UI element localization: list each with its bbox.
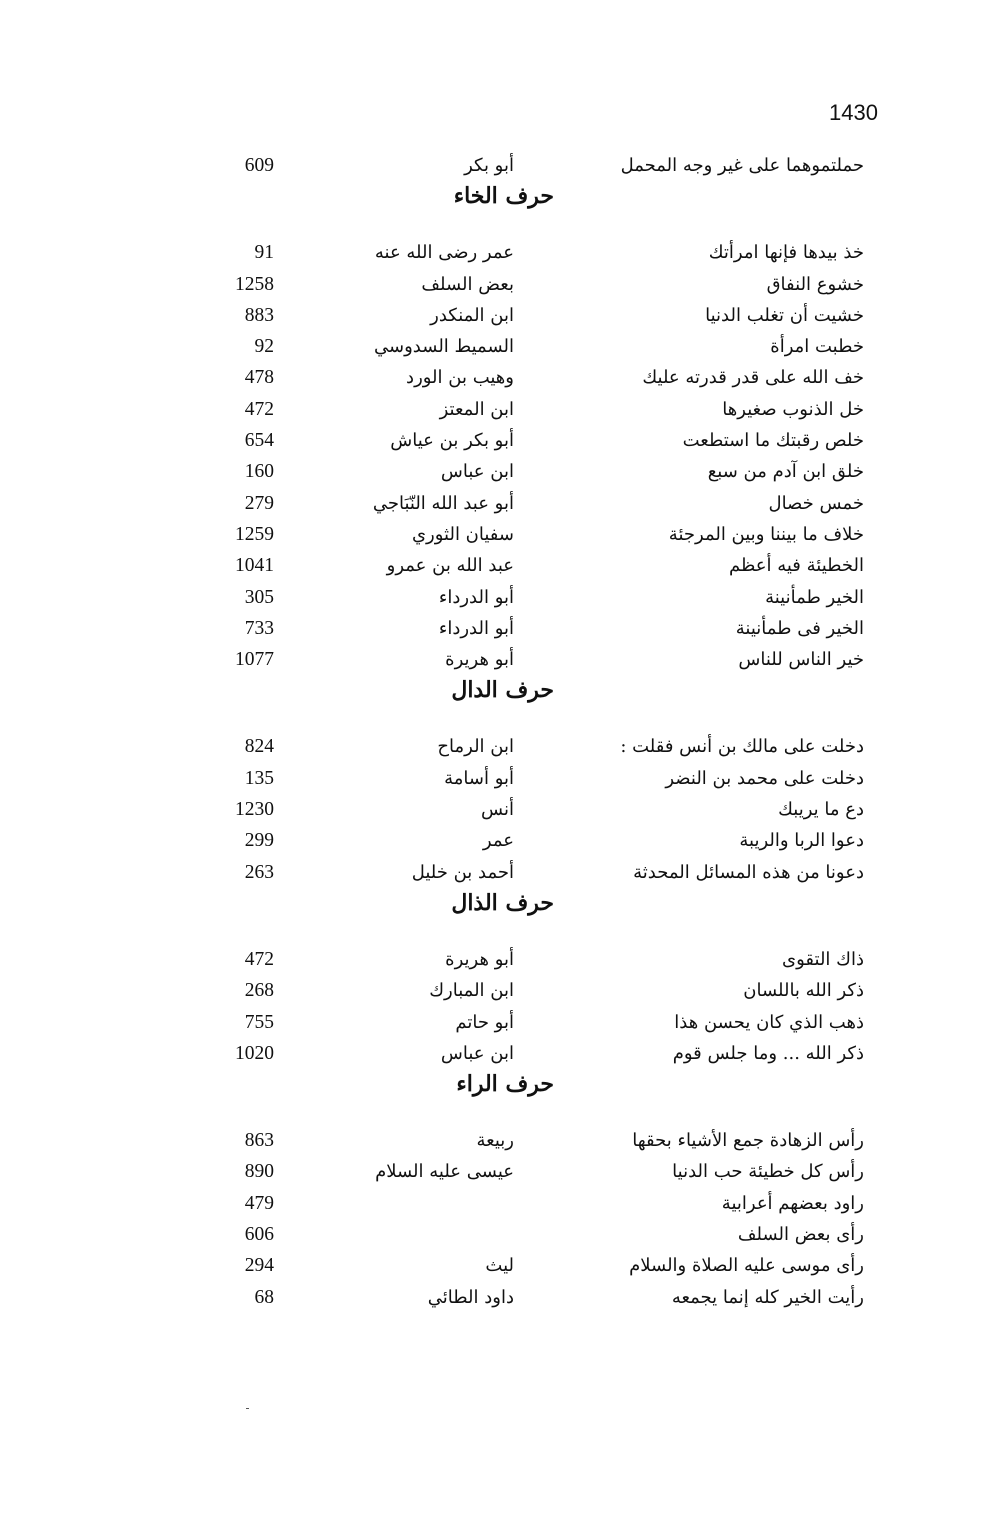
entry-text: ذهب الذي كان يحسن هذا (674, 1011, 864, 1033)
entry-text: رأيت الخير كله إنما يجمعه (671, 1286, 864, 1308)
index-entry (0, 1156, 986, 1187)
index-entry (0, 456, 986, 487)
entry-source: وهيب بن الورد (406, 367, 514, 389)
index-entry (0, 394, 986, 425)
entry-source: داود الطائي (427, 1286, 514, 1308)
entry-source: أحمد بن خليل (411, 861, 514, 883)
index-list (0, 150, 986, 1313)
index-entry (0, 488, 986, 519)
entry-page: 1041 (235, 555, 274, 577)
entry-source: سفيان الثوري (411, 523, 514, 545)
entry-page: 305 (244, 586, 274, 608)
index-entry (0, 825, 986, 856)
entry-source: ابن الرماح (437, 736, 514, 758)
section-heading-label: حرف الدال (451, 677, 554, 704)
entry-page: 135 (244, 767, 274, 789)
entry-page: 1259 (235, 523, 274, 545)
entry-source: أبو الدرداء (438, 586, 514, 608)
entry-text: الخير طمأنينة (765, 586, 864, 608)
entry-text: رأس الزهادة جمع الأشياء بحقها (632, 1130, 864, 1152)
index-entry (0, 763, 986, 794)
section-heading (0, 1069, 986, 1125)
entry-page: 299 (244, 830, 274, 852)
entry-source: ابن المبارك (429, 980, 514, 1002)
entry-page: 472 (244, 948, 274, 970)
entry-text: خلص رقبتك ما استطعت (682, 430, 864, 452)
entry-source: ابن عباس (440, 1042, 514, 1064)
index-entry (0, 613, 986, 644)
entry-text: خير الناس للناس (738, 649, 864, 671)
entry-source: بعض السلف (421, 273, 514, 295)
index-entry (0, 150, 986, 181)
entry-text: خل الذنوب صغيرها (722, 398, 864, 420)
entry-text: خلق ابن آدم من سبع (707, 461, 864, 483)
index-entry (0, 644, 986, 675)
entry-text: خشيت أن تغلب الدنيا (705, 304, 864, 326)
footer-mark (246, 1408, 249, 1409)
index-entry (0, 1282, 986, 1313)
entry-text: رأى بعض السلف (737, 1224, 864, 1246)
entry-page: 472 (244, 398, 274, 420)
entry-source: عمر (482, 830, 514, 852)
entry-page: 1230 (235, 799, 274, 821)
entry-source: أبو بكر بن عياش (390, 430, 514, 452)
page-number: 1430 (829, 100, 878, 125)
index-entry (0, 1038, 986, 1069)
index-entry (0, 300, 986, 331)
index-entry (0, 519, 986, 550)
entry-source: أبو حاتم (455, 1011, 514, 1033)
index-entry (0, 944, 986, 975)
entry-text: دخلت على مالك بن أنس فقلت : (620, 736, 864, 758)
index-entry (0, 237, 986, 268)
entry-text: خمس خصال (768, 492, 864, 514)
entry-page: 479 (244, 1192, 274, 1214)
entry-page: 279 (244, 492, 274, 514)
index-entry (0, 857, 986, 888)
entry-text: ذكر الله باللسان (743, 980, 864, 1002)
entry-source: أبو بكر (464, 155, 514, 176)
entry-page: 890 (244, 1161, 274, 1183)
entry-text: الخطيئة فيه أعظم (729, 555, 864, 577)
entry-page: 609 (244, 155, 274, 176)
section-heading-label: حرف الخاء (453, 183, 554, 210)
entry-text: رأى موسى عليه الصلاة والسلام (629, 1255, 864, 1277)
entry-source: ابن المنكدر (430, 304, 514, 326)
entry-page: 863 (244, 1130, 274, 1152)
entry-source: عبد الله بن عمرو (386, 555, 514, 577)
index-entry (0, 331, 986, 362)
entry-page: 91 (254, 242, 274, 264)
entry-source: أبو عبد الله النّبَاجي (372, 492, 514, 514)
entry-text: دخلت على محمد بن النضر (665, 767, 864, 789)
entry-page: 733 (244, 617, 274, 639)
entry-page: 268 (244, 980, 274, 1002)
entry-source: ربيعة (476, 1130, 514, 1152)
entry-page: 824 (244, 736, 274, 758)
entry-text: الخير فى طمأنينة (735, 617, 864, 639)
index-entry (0, 975, 986, 1006)
entry-page: 1020 (235, 1042, 274, 1064)
entry-text: خشوع النفاق (766, 273, 864, 295)
index-entry (0, 1125, 986, 1156)
entry-text: خطبت امرأة (770, 336, 864, 358)
entry-page: 92 (254, 336, 274, 358)
entry-text: خف الله على قدر قدرته عليك (642, 367, 864, 389)
entry-source: أبو أسامة (444, 767, 514, 789)
entry-text: راود بعضهم أعرابية (721, 1192, 864, 1214)
entry-text: خلاف ما بيننا وبين المرجئة (668, 523, 864, 545)
index-entry (0, 794, 986, 825)
section-heading (0, 181, 986, 237)
entry-source: أنس (481, 799, 514, 821)
entry-text: خذ بيدها فإنها امرأتك (708, 242, 864, 264)
entry-page: 68 (254, 1286, 274, 1308)
entry-text: حملتموهما على غير وجه المحمل (620, 155, 864, 176)
entry-source: أبو هريرة (445, 948, 514, 970)
index-entry (0, 269, 986, 300)
entry-text: دعونا من هذه المسائل المحدثة (633, 861, 864, 883)
index-entry (0, 550, 986, 581)
entry-page: 755 (244, 1011, 274, 1033)
index-entry (0, 362, 986, 393)
entry-page: 654 (244, 430, 274, 452)
entry-source: ليث (485, 1255, 514, 1277)
entry-text: دعوا الربا والريبة (739, 830, 864, 852)
section-heading (0, 675, 986, 731)
entry-page: 478 (244, 367, 274, 389)
entry-page: 263 (244, 861, 274, 883)
index-entry (0, 425, 986, 456)
entry-source: أبو الدرداء (438, 617, 514, 639)
section-heading-label: حرف الذال (451, 889, 554, 916)
entry-text: ذكر الله ... وما جلس قوم (672, 1042, 864, 1064)
index-entry (0, 1219, 986, 1250)
index-entry (0, 582, 986, 613)
entry-page: 294 (244, 1255, 274, 1277)
entry-source: السميط السدوسي (374, 336, 514, 358)
index-entry (0, 1188, 986, 1219)
entry-source: عمر رضى الله عنه (374, 242, 514, 264)
entry-source: عيسى عليه السلام (375, 1161, 514, 1183)
entry-page: 883 (244, 304, 274, 326)
entry-source: ابن المعتز (439, 398, 514, 420)
entry-page: 606 (244, 1224, 274, 1246)
index-entry (0, 1250, 986, 1281)
entry-page: 160 (244, 461, 274, 483)
entry-source: ابن عباس (440, 461, 514, 483)
entry-page: 1077 (235, 649, 274, 671)
section-heading (0, 888, 986, 944)
entry-text: دع ما يريبك (778, 799, 864, 821)
index-entry (0, 731, 986, 762)
section-heading-label: حرف الراء (456, 1071, 554, 1098)
entry-text: ذاك التقوى (782, 948, 864, 970)
entry-source: أبو هريرة (445, 649, 514, 671)
index-entry (0, 1007, 986, 1038)
entry-page: 1258 (235, 273, 274, 295)
entry-text: رأس كل خطيئة حب الدنيا (672, 1161, 864, 1183)
